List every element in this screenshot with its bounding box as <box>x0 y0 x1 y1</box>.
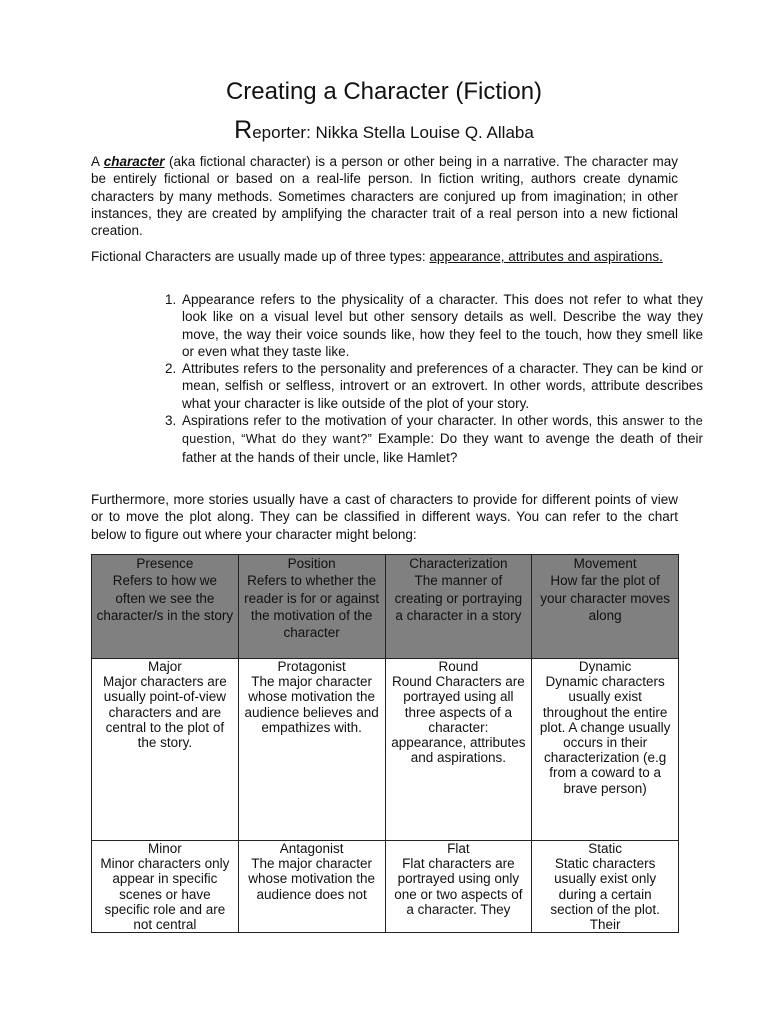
cell-desc: Flat characters are portrayed using only one or two aspects of a character. They <box>394 856 523 917</box>
list-item-aspirations <box>180 412 703 466</box>
cell-name: Antagonist <box>279 841 344 856</box>
cell-flat <box>385 841 532 933</box>
cell-name: Static <box>588 841 622 856</box>
cell-antagonist <box>238 841 385 933</box>
header-desc: Refers to how we often we see the character/s in the story <box>96 573 234 623</box>
cell-name: Protagonist <box>277 659 346 674</box>
header-name: Position <box>287 556 336 571</box>
reporter-initial: R <box>234 116 253 144</box>
header-name: Movement <box>573 556 637 571</box>
cell-static <box>532 841 679 933</box>
cell-round <box>385 659 532 841</box>
header-desc: Refers to whether the reader is for or against the motivation of the character <box>244 573 380 641</box>
cell-name: Round <box>438 659 479 674</box>
cell-desc: Static characters usually exist only during a certain section of the plot. Their <box>550 856 660 933</box>
types-paragraph <box>91 248 678 265</box>
intro-text: (aka fictional character) is a person or other being in a narrative. The character may be entirely fictional or based on a real-life person. In fiction writing, authors create dynamic characters by many methods. Sometimes characters are conjured up from imagination; in other instances, they are created by amplifying the character trait of a real person into a new fictional creation. <box>91 154 678 239</box>
header-name: Presence <box>136 556 194 571</box>
list-item-appearance: 1. Appearance refers to the physicality of a character. This does not refer to what they look like on a visual level but other sensory details as well. Describe the way they move, the way their voice sounds like, how they feel to the touch, how they smell like or even what they taste like. <box>180 291 703 360</box>
page-title: Creating a Character (Fiction) <box>225 78 543 105</box>
types-underlined: appearance, attributes and aspirations. <box>429 249 663 264</box>
cell-desc: Minor characters only appear in specific scenes or have specific role and are not central <box>100 856 230 933</box>
header-name: Characterization <box>409 556 508 571</box>
cell-desc: Round Characters are portrayed using all three aspects of a character: appearance, attributes and aspirations. <box>391 674 526 766</box>
character-term: character <box>103 154 165 169</box>
cell-dynamic <box>532 659 679 841</box>
header-presence <box>92 555 239 659</box>
cell-name: Minor <box>147 841 182 856</box>
cell-desc: The major character whose motivation the audience does not <box>248 856 376 902</box>
chart-header-row <box>92 555 679 659</box>
header-position <box>238 555 385 659</box>
header-characterization <box>385 555 532 659</box>
intro-prefix: A <box>91 154 104 169</box>
aspirations-text-c: Example: Do they want to avenge the death of their father at the hands of their uncle, like Hamlet? <box>182 431 703 465</box>
header-desc: The manner of creating or portraying a character in a story <box>394 573 523 623</box>
character-chart <box>91 554 679 933</box>
character-types-list <box>155 291 703 466</box>
reporter-line <box>0 116 768 147</box>
cell-name: Flat <box>447 841 470 856</box>
cell-major <box>92 659 239 841</box>
list-item-attributes: 2. Attributes refers to the personality and preferences of a character. They can be kind or mean, selfish or selfless, introvert or an extrovert. In other words, attribute describes what your character is like outside of the plot of your story. <box>180 360 703 412</box>
aspirations-question: answer to the question, “What do they want?” <box>182 414 703 447</box>
cell-desc: The major character whose motivation the audience believes and empathizes with. <box>244 674 379 735</box>
cell-desc: Major characters are usually point-of-view characters and are central to the plot of the story. <box>102 674 227 751</box>
cell-minor <box>92 841 239 933</box>
reporter-name: eporter: Nikka Stella Louise Q. Allaba <box>252 123 534 142</box>
intro-paragraph <box>91 153 678 239</box>
table-row <box>92 841 679 933</box>
table-row <box>92 659 679 841</box>
cell-protagonist <box>238 659 385 841</box>
cell-desc: Dynamic characters usually exist throughout the entire plot. A change usually occurs in their characterization (e.g from a coward to a brave person) <box>539 674 671 796</box>
header-desc: How far the plot of your character moves along <box>540 573 671 623</box>
cell-name: Major <box>147 659 182 674</box>
cell-name: Dynamic <box>578 659 632 674</box>
header-movement <box>532 555 679 659</box>
closing-paragraph: Furthermore, more stories usually have a cast of characters to provide for different points of view or to move the plot along. They can be classified in different ways. You can refer to the chart below to figure out where your character might belong: <box>91 492 678 542</box>
types-text: Fictional Characters are usually made up of three types: <box>91 249 430 264</box>
aspirations-text-a: Aspirations refer to the motivation of your character. In other words, this <box>182 413 618 429</box>
